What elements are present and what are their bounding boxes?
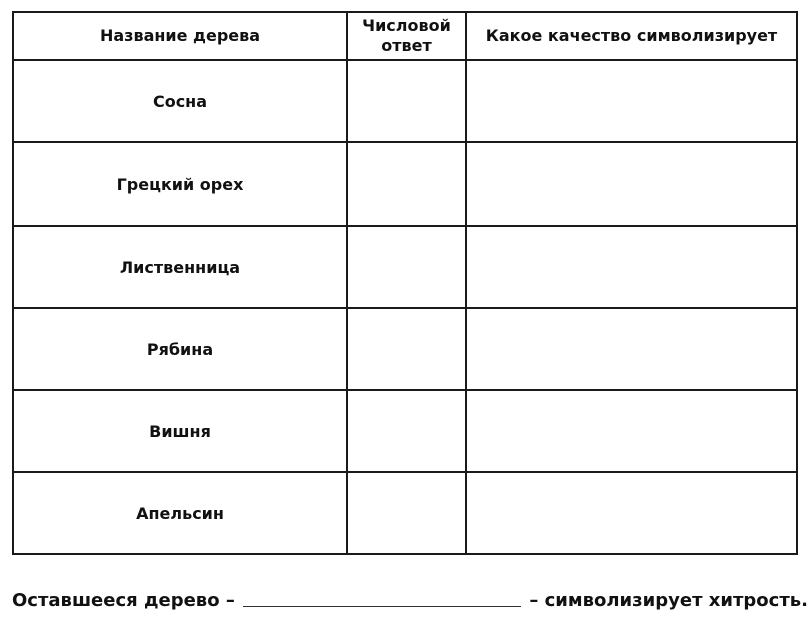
table-row bbox=[13, 60, 797, 142]
quality-cell[interactable] bbox=[466, 390, 797, 472]
numeric-answer-cell[interactable] bbox=[347, 390, 466, 472]
header-quality: Какое качество символизирует bbox=[466, 12, 797, 60]
footer-suffix: – символизирует хитрость. bbox=[529, 589, 808, 611]
tree-name-cell: Вишня bbox=[13, 390, 347, 472]
tree-name-cell: Сосна bbox=[13, 60, 347, 142]
remaining-tree-blank[interactable] bbox=[243, 605, 522, 607]
quality-cell[interactable] bbox=[466, 472, 797, 554]
footer-sentence bbox=[12, 586, 808, 614]
quality-cell[interactable] bbox=[466, 226, 797, 308]
numeric-answer-cell[interactable] bbox=[347, 308, 466, 390]
numeric-answer-cell[interactable] bbox=[347, 142, 466, 226]
table-row bbox=[13, 142, 797, 226]
header-tree-name: Название дерева bbox=[13, 12, 347, 60]
tree-name-cell: Грецкий орех bbox=[13, 142, 347, 226]
table-row bbox=[13, 472, 797, 554]
tree-name-cell: Апельсин bbox=[13, 472, 347, 554]
quality-cell[interactable] bbox=[466, 60, 797, 142]
table-header-row bbox=[13, 12, 797, 60]
header-numeric-answer: Числовой ответ bbox=[347, 12, 466, 60]
table-row bbox=[13, 226, 797, 308]
numeric-answer-cell[interactable] bbox=[347, 472, 466, 554]
trees-table bbox=[12, 11, 798, 555]
tree-name-cell: Лиственница bbox=[13, 226, 347, 308]
numeric-answer-cell[interactable] bbox=[347, 60, 466, 142]
worksheet-table bbox=[12, 11, 798, 553]
quality-cell[interactable] bbox=[466, 308, 797, 390]
numeric-answer-cell[interactable] bbox=[347, 226, 466, 308]
footer-prefix: Оставшееся дерево – bbox=[12, 589, 235, 611]
quality-cell[interactable] bbox=[466, 142, 797, 226]
table-row bbox=[13, 390, 797, 472]
tree-name-cell: Рябина bbox=[13, 308, 347, 390]
table-row bbox=[13, 308, 797, 390]
